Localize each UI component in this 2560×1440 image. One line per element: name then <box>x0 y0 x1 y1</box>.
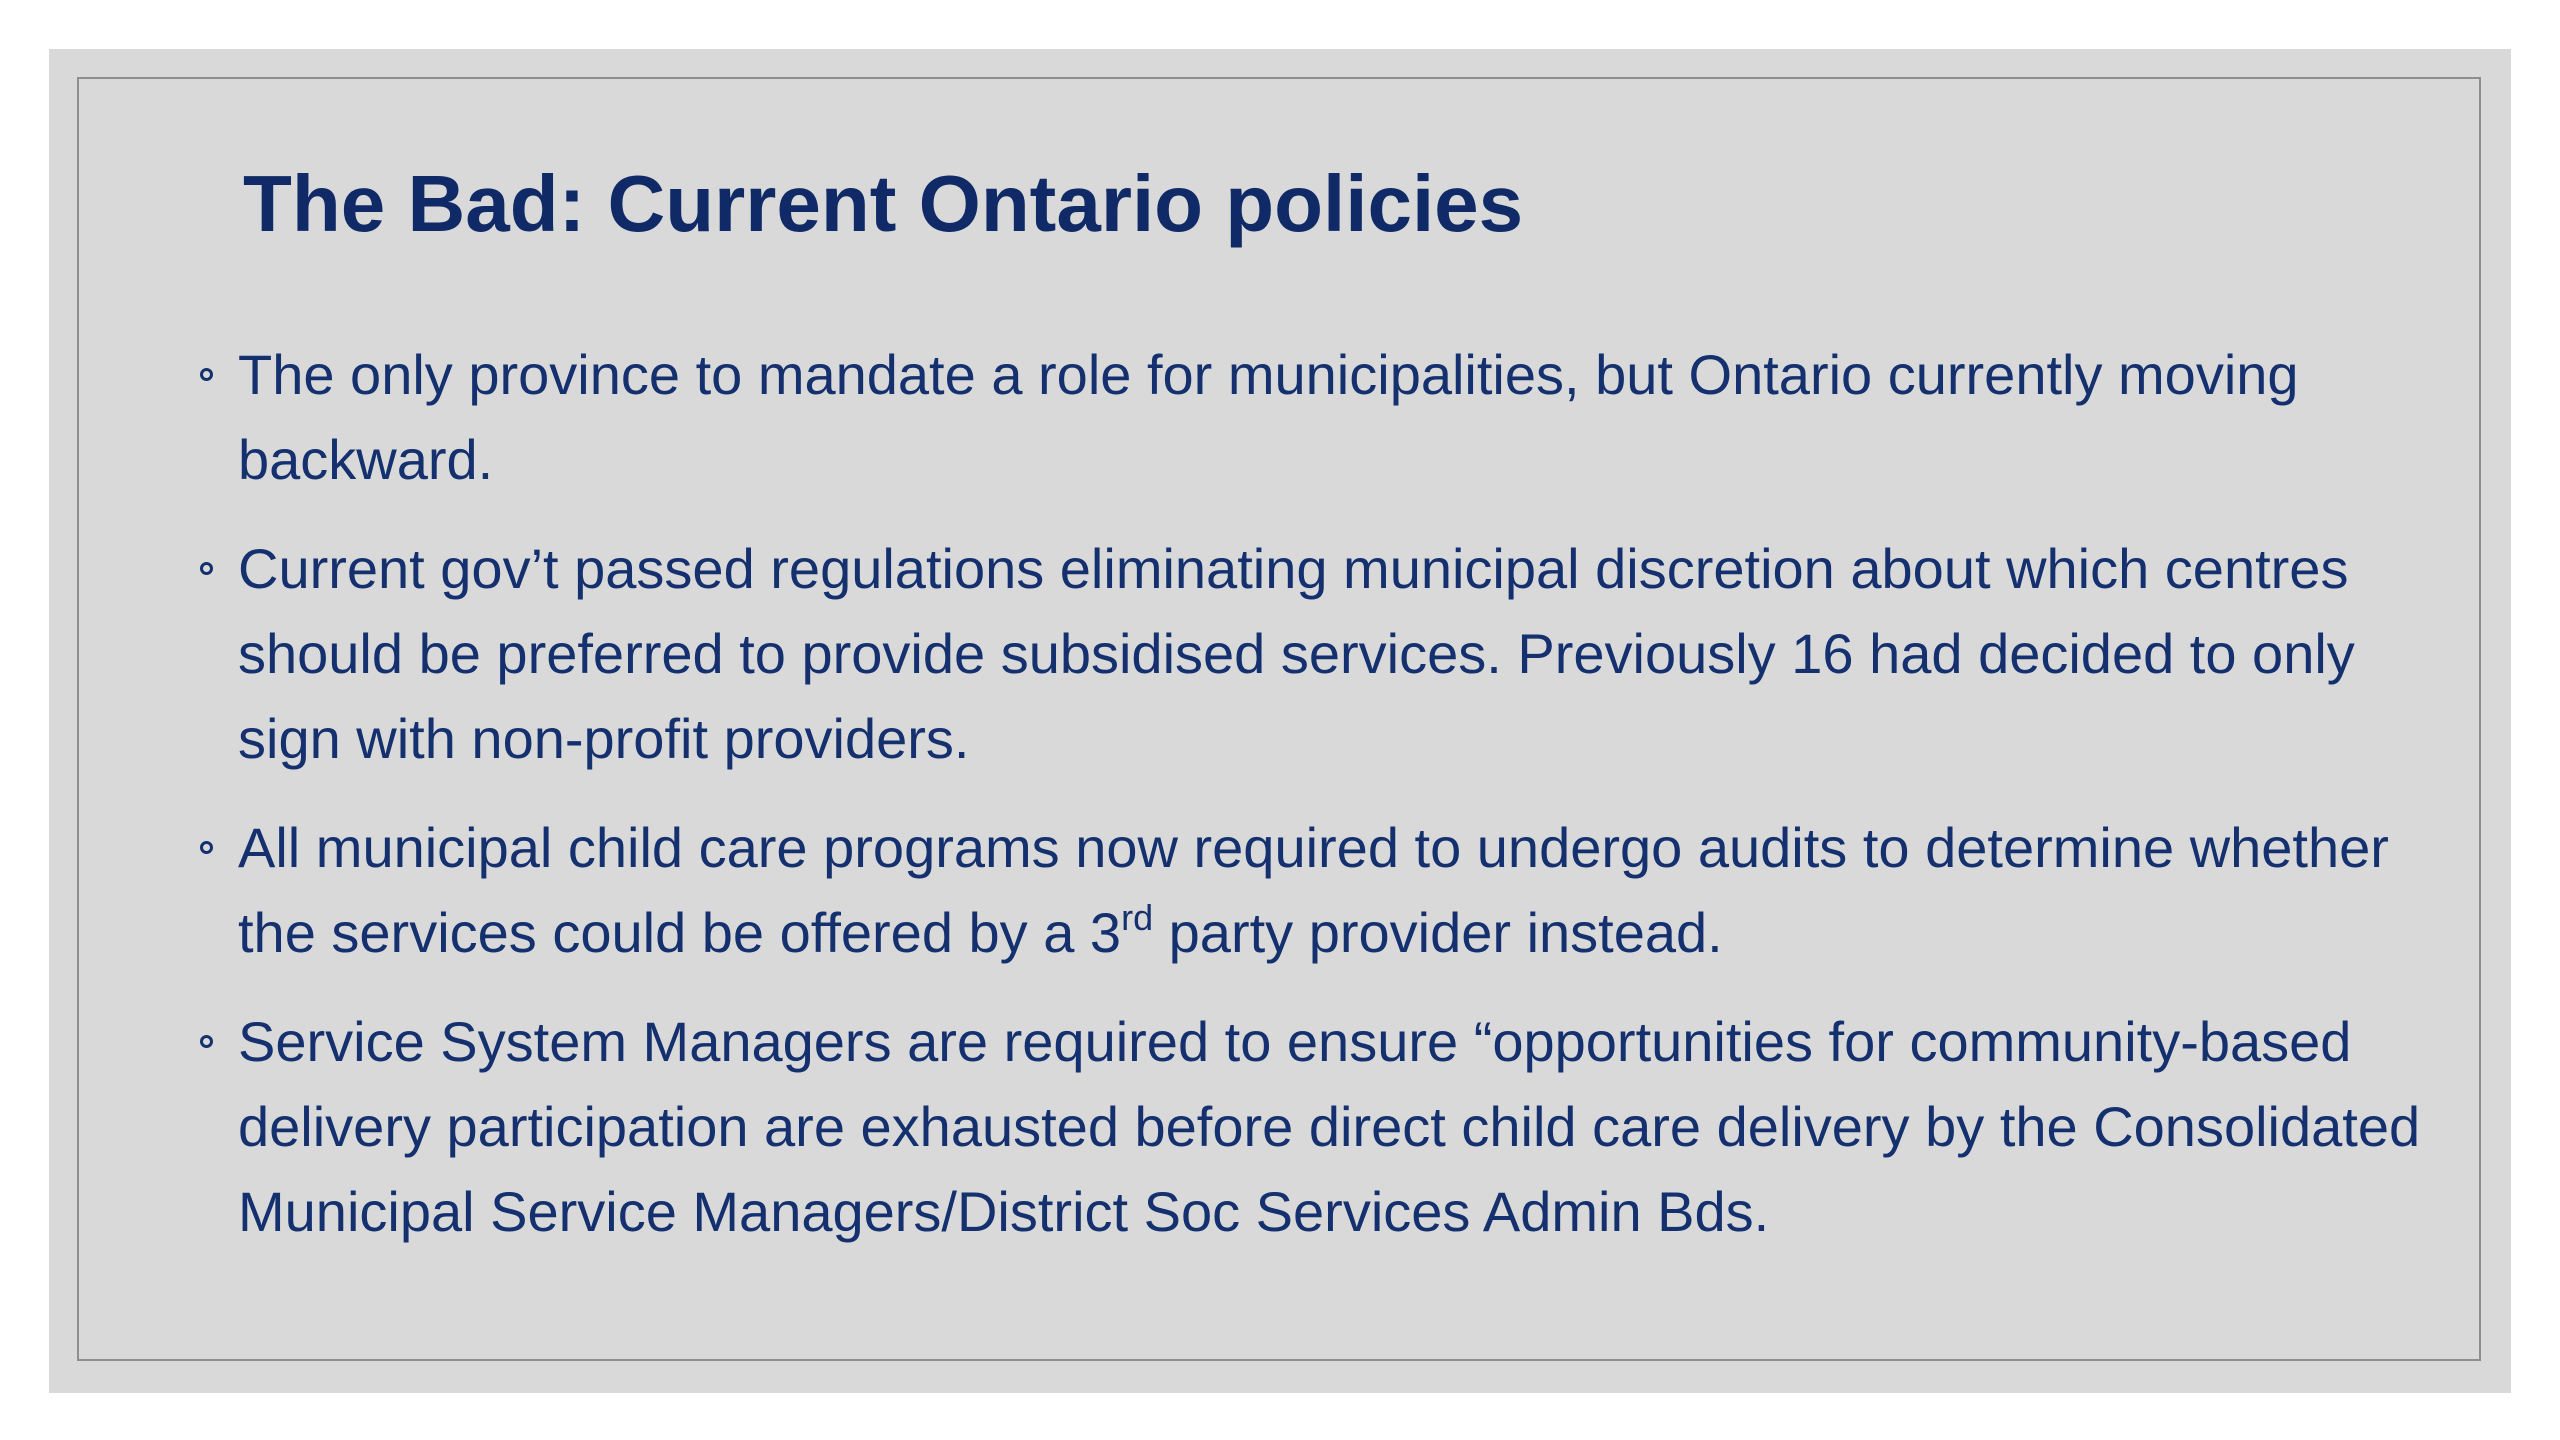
bullet-text: Service System Managers are required to ensure “opportunities for community-based delivery participation are exhausted before direct child care delivery by the Consolidated Municipal Service Managers/District Soc Services Admin Bds. <box>238 1010 2421 1243</box>
bullet-item <box>238 332 2438 502</box>
bullet-list <box>238 332 2438 1278</box>
bullet-text: Current gov’t passed regulations eliminating municipal discretion about which centres should be preferred to provide subsidised services. Previously 16 had decided to only sign with non-profit providers. <box>238 537 2355 770</box>
bullet-text: The only province to mandate a role for municipalities, but Ontario currently moving backward. <box>238 343 2299 491</box>
bullet-item <box>238 805 2438 975</box>
hollow-bullet-icon <box>200 368 213 381</box>
ordinal-superscript: rd <box>1121 897 1154 938</box>
slide <box>49 49 2511 1393</box>
hollow-bullet-icon <box>200 1035 213 1048</box>
bullet-item <box>238 999 2438 1254</box>
bullet-text-main: All municipal child care programs now required to undergo audits to determine whether the services could be offered by a 3 <box>238 816 2389 964</box>
hollow-bullet-icon <box>200 841 213 854</box>
hollow-bullet-icon <box>200 562 213 575</box>
slide-title: The Bad: Current Ontario policies <box>243 159 1524 248</box>
bullet-text-tail: party provider instead. <box>1153 901 1723 964</box>
bullet-item <box>238 526 2438 781</box>
bullet-text <box>238 816 2389 964</box>
